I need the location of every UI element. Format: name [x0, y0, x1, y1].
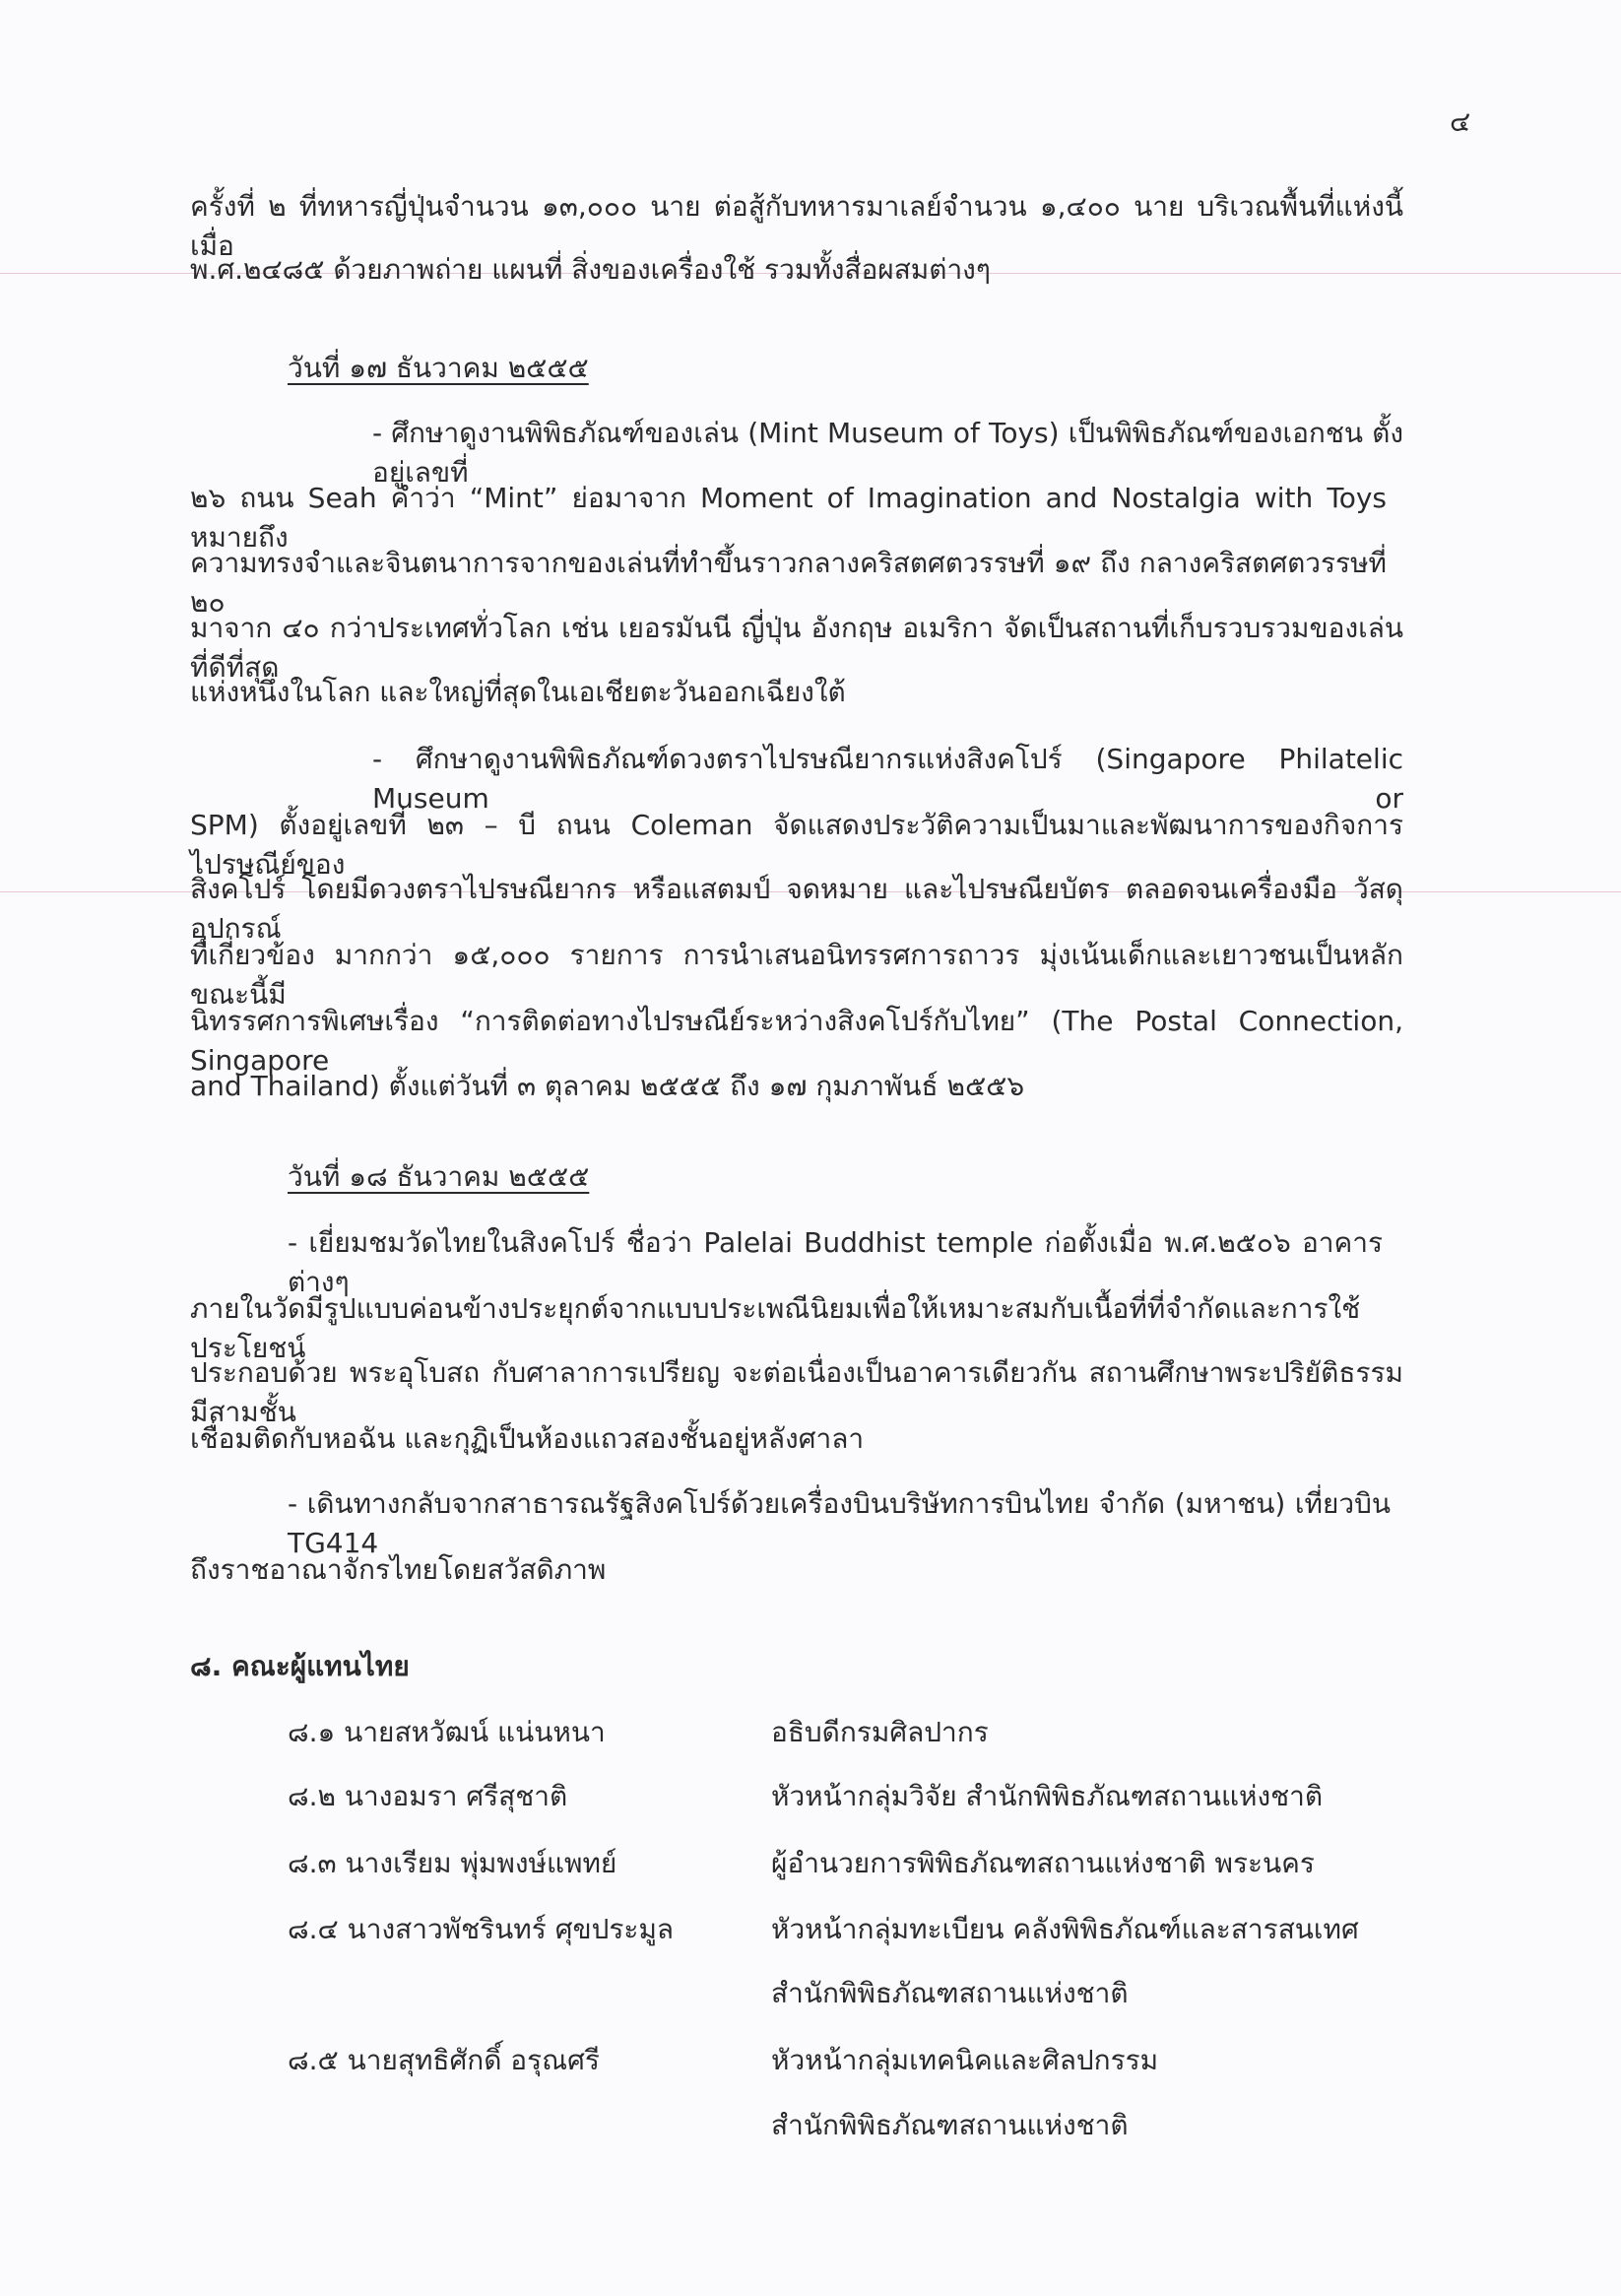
text-line: มาจาก ๔๐ กว่าประเทศทั่วโลก เช่น เยอรมันนี ญี่ปุ่น อังกฤษ อเมริกา จัดเป็นสถานที่เก็บรวบรวมของเล่นที่ดีที่สุด	[190, 612, 1403, 684]
member-position: ผู้อำนวยการพิพิธภัณฑสถานแห่งชาติ พระนคร	[771, 1847, 1315, 1879]
text-line: - ศึกษาดูงานพิพิธภัณฑ์ของเล่น (Mint Museum of Toys) เป็นพิพิธภัณฑ์ของเอกชน ตั้งอยู่เลขที่	[372, 417, 1403, 489]
text-line: - เยี่ยมชมวัดไทยในสิงคโปร์ ชื่อว่า Palelai Buddhist temple ก่อตั้งเมื่อ พ.ศ.๒๕๐๖ อาคารต่างๆ	[288, 1226, 1383, 1298]
member-position: หัวหน้ากลุ่มเทคนิคและศิลปกรรม	[771, 2044, 1159, 2076]
page-number: ๔	[1450, 105, 1471, 138]
member-name: ๘.๕ นายสุทธิศักดิ์ อรุณศรี	[288, 2044, 600, 2076]
member-position: สำนักพิพิธภัณฑสถานแห่งชาติ	[771, 1977, 1129, 2009]
member-position: หัวหน้ากลุ่มทะเบียน คลังพิพิธภัณฑ์และสารสนเทศ	[771, 1913, 1359, 1945]
text-line: - ศึกษาดูงานพิพิธภัณฑ์ดวงตราไปรษณียากรแห่งสิงคโปร์ (Singapore Philatelic Museum or	[372, 743, 1403, 815]
member-position: อธิบดีกรมศิลปากร	[771, 1716, 989, 1748]
text-line: SPM) ตั้งอยู่เลขที่ ๒๓ – บี ถนน Coleman จัดแสดงประวัติความเป็นมาและพัฒนาการของกิจการไปรษณีย์ของ	[190, 809, 1403, 881]
text-line: ภายในวัดมีรูปแบบค่อนข้างประยุกต์จากแบบประเพณีนิยมเพื่อให้เหมาะสมกับเนื้อที่ที่จำกัดและการใช้ประโยชน์	[190, 1292, 1361, 1364]
member-position: สำนักพิพิธภัณฑสถานแห่งชาติ	[771, 2109, 1129, 2141]
text-line: - เดินทางกลับจากสาธารณรัฐสิงคโปร์ด้วยเครื่องบินบริษัทการบินไทย จำกัด (มหาชน) เที่ยวบิน TG414	[288, 1487, 1391, 1559]
text-line: ความทรงจำและจินตนาการจากของเล่นที่ทำขึ้นราวกลางคริสตศตวรรษที่ ๑๙ ถึง กลางคริสตศตวรรษที่ ๒๐	[190, 547, 1387, 619]
day17-heading: วันที่ ๑๗ ธันวาคม ๒๕๕๕	[288, 352, 589, 384]
text-line: and Thailand) ตั้งแต่วันที่ ๓ ตุลาคม ๒๕๕๕ ถึง ๑๗ กุมภาพันธ์ ๒๕๕๖	[190, 1070, 1025, 1102]
text-line: ถึงราชอาณาจักรไทยโดยสวัสดิภาพ	[190, 1553, 607, 1586]
text-line: ที่เกี่ยวข้อง มากกว่า ๑๕,๐๐๐ รายการ การนำเสนอนิทรรศการถาวร มุ่งเน้นเด็กและเยาวชนเป็นหลัก ขณะนี้มี	[190, 939, 1403, 1011]
text-line: แห่งหนึ่งในโลก และใหญ่ที่สุดในเอเชียตะวันออกเฉียงใต้	[190, 676, 846, 708]
text-line: ๒๖ ถนน Seah คำว่า “Mint” ย่อมาจาก Moment of Imagination and Nostalgia with Toys หมายถึง	[190, 482, 1387, 554]
section8-heading: ๘. คณะผู้แทนไทย	[190, 1650, 410, 1682]
text-line: ประกอบด้วย พระอุโบสถ กับศาลาการเปรียญ จะต่อเนื่องเป็นอาคารเดียวกัน สถานศึกษาพระปริยัติธรรมมีสามชั้น	[190, 1356, 1403, 1428]
text-line: พ.ศ.๒๔๘๕ ด้วยภาพถ่าย แผนที่ สิ่งของเครื่องใช้ รวมทั้งสื่อผสมต่างๆ	[190, 253, 991, 286]
text-line: ครั้งที่ ๒ ที่ทหารญี่ปุ่นจำนวน ๑๓,๐๐๐ นาย ต่อสู้กับทหารมาเลย์จำนวน ๑,๔๐๐ นาย บริเวณพื้นที่แห่งนี้เมื่อ	[190, 190, 1403, 262]
text-line: นิทรรศการพิเศษเรื่อง “การติดต่อทางไปรษณีย์ระหว่างสิงคโปร์กับไทย” (The Postal Connection, Singapore	[190, 1005, 1403, 1077]
day18-heading: วันที่ ๑๘ ธันวาคม ๒๕๕๕	[288, 1160, 590, 1193]
member-name: ๘.๓ นางเรียม พุ่มพงษ์แพทย์	[288, 1847, 617, 1879]
member-name: ๘.๒ นางอมรา ศรีสุชาติ	[288, 1780, 568, 1812]
member-name: ๘.๔ นางสาวพัชรินทร์ ศุขประมูล	[288, 1913, 675, 1945]
member-name: ๘.๑ นายสหวัฒน์ แน่นหนา	[288, 1716, 606, 1748]
member-position: หัวหน้ากลุ่มวิจัย สำนักพิพิธภัณฑสถานแห่งชาติ	[771, 1780, 1324, 1812]
text-line: เชื่อมติดกับหอฉัน และกุฏิเป็นห้องแถวสองชั้นอยู่หลังศาลา	[190, 1422, 865, 1455]
text-line: สิงคโปร์ โดยมีดวงตราไปรษณียากร หรือแสตมป์ จดหมาย และไปรษณียบัตร ตลอดจนเครื่องมือ วัสดุ อุปกรณ์	[190, 873, 1403, 945]
